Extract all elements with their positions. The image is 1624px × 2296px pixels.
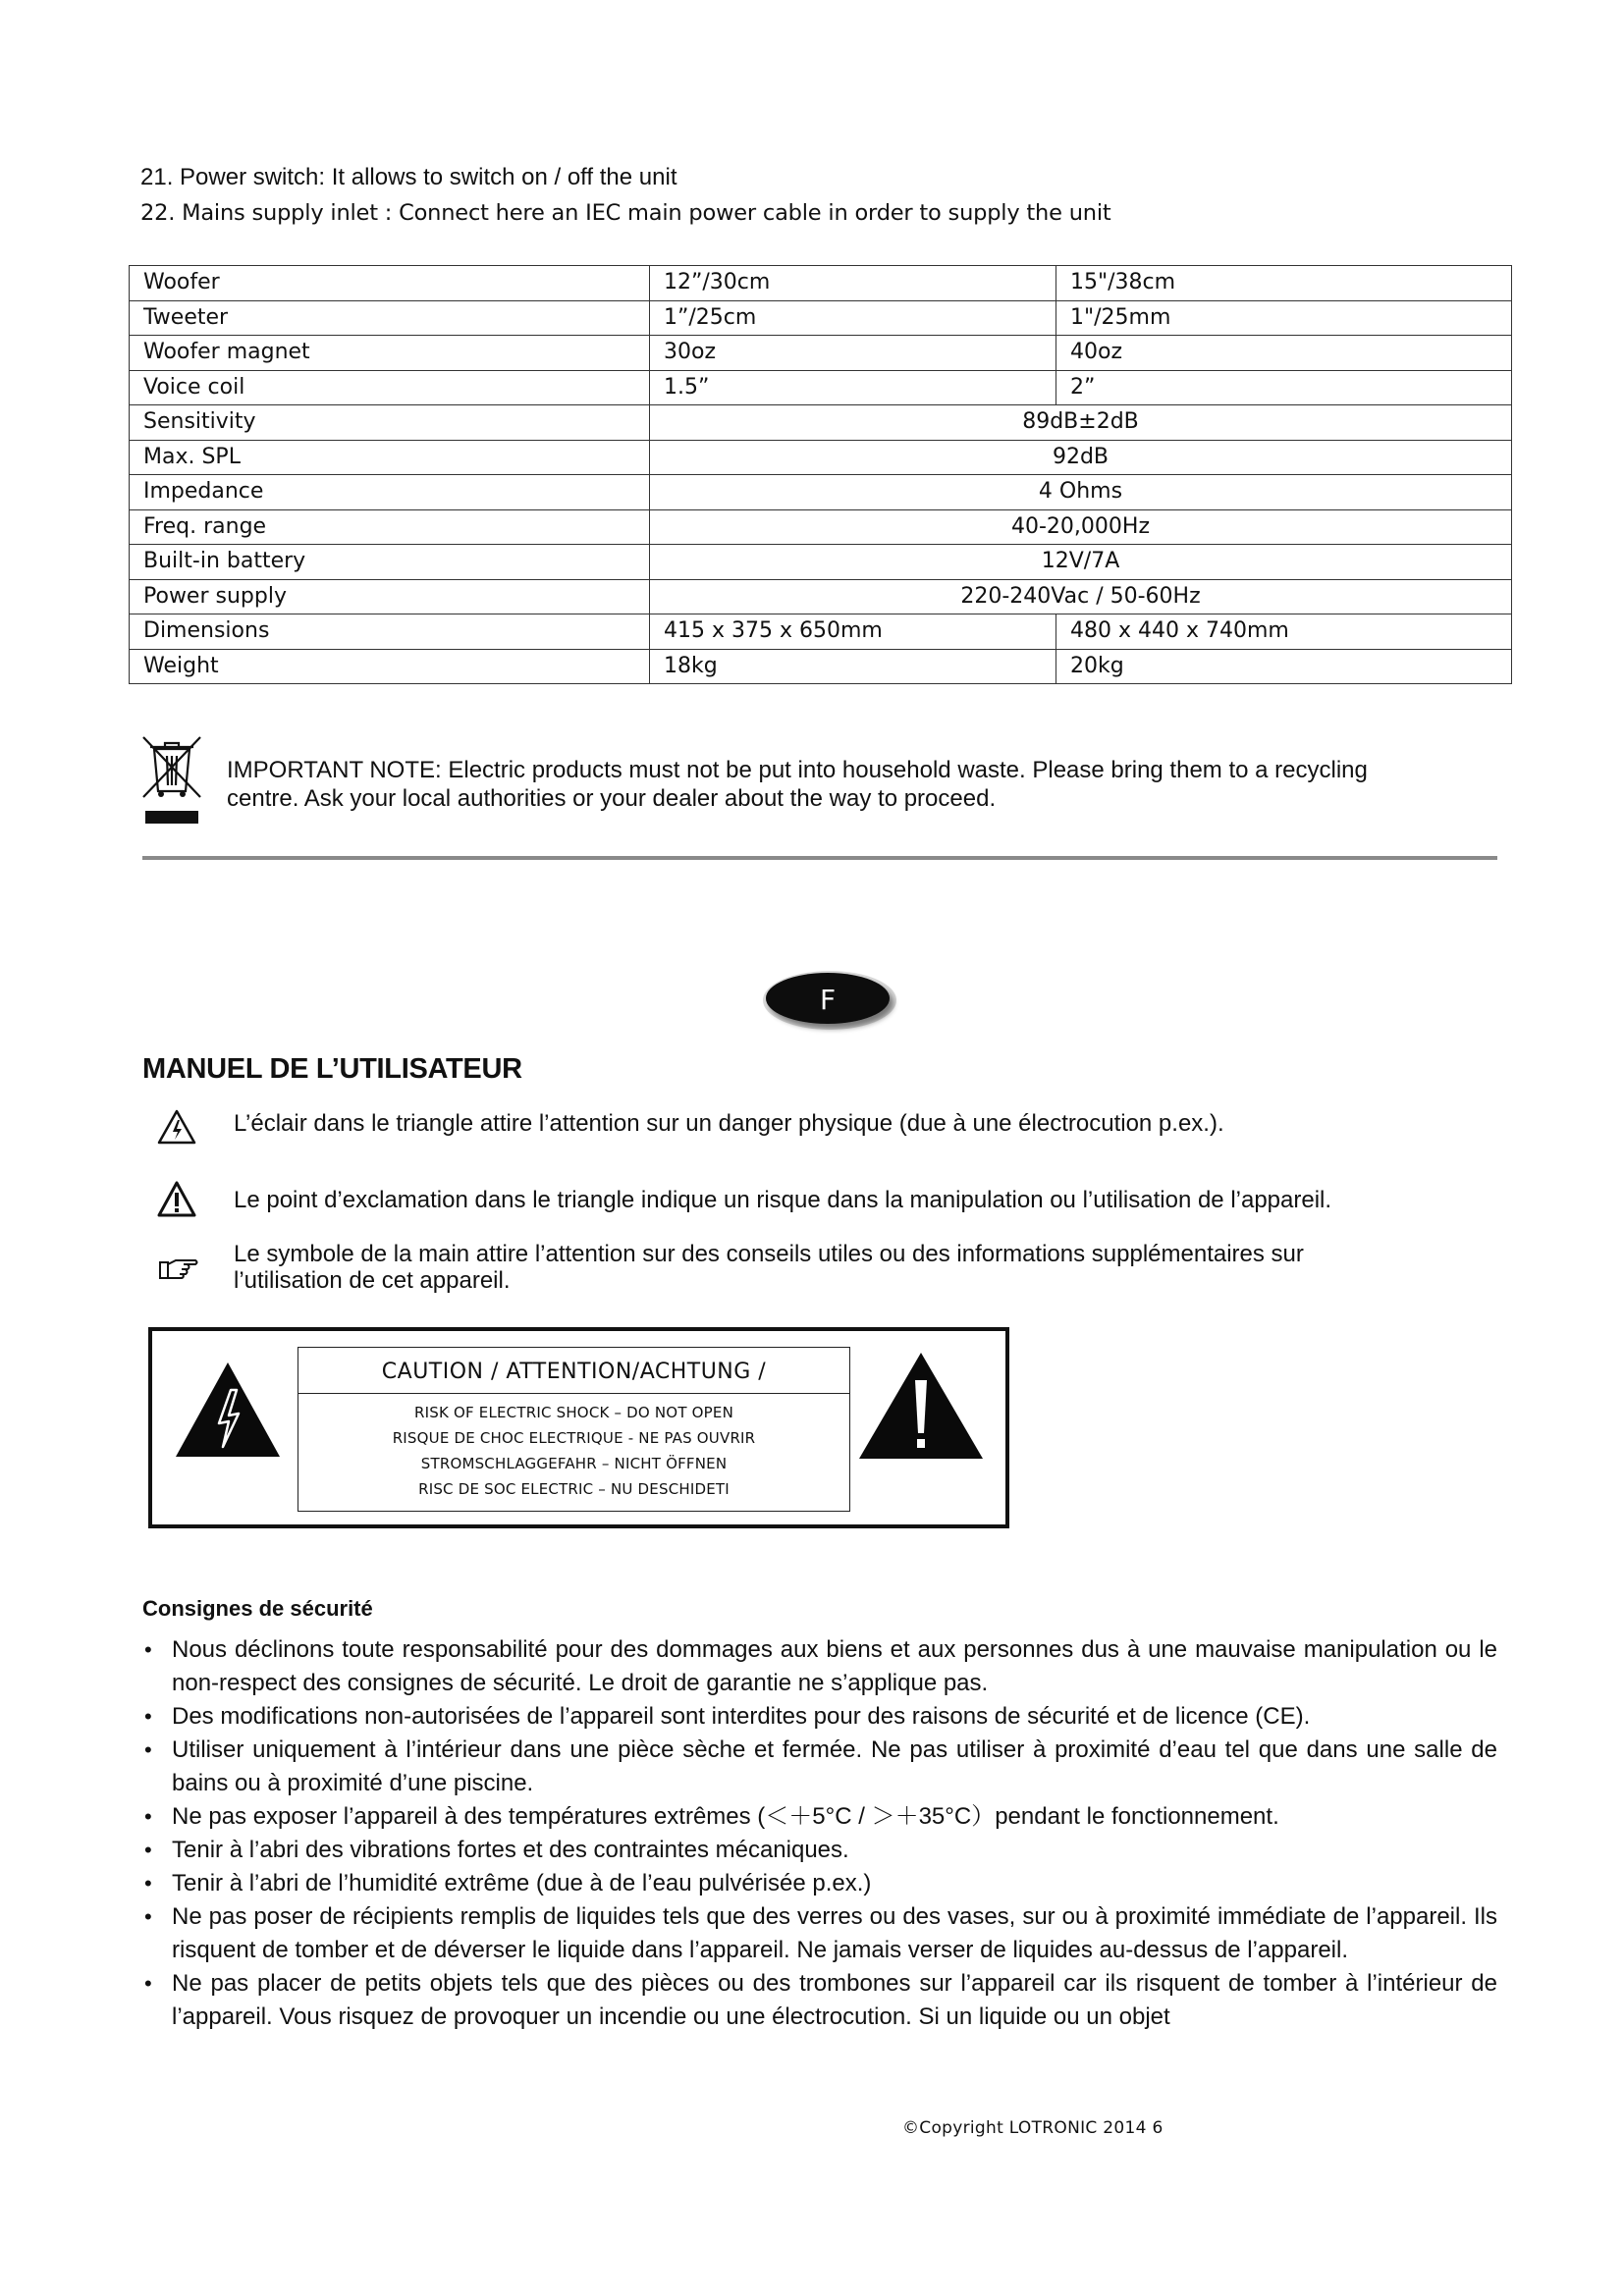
list-item bbox=[142, 1734, 1497, 1800]
symbol-description-line: l’utilisation de cet appareil. bbox=[234, 1267, 511, 1294]
spec-label: Impedance bbox=[130, 475, 650, 510]
spec-value: 480 x 440 x 740mm bbox=[1056, 614, 1512, 650]
list-item bbox=[142, 1633, 1497, 1700]
table-row bbox=[130, 336, 1512, 371]
spec-label: Weight bbox=[130, 649, 650, 684]
spec-label: Voice coil bbox=[130, 370, 650, 405]
lightning-triangle-icon bbox=[174, 1361, 282, 1459]
spec-value: 89dB±2dB bbox=[650, 405, 1512, 441]
list-item-text: • Nous déclinons toute responsabilité pour des dommages aux biens et aux personnes dus à une mauvaise manipulation ou le non-respect des consignes de sécurité. Le droit de garantie ne s’applique pas. bbox=[172, 1636, 1497, 1696]
spec-label: Woofer bbox=[130, 266, 650, 301]
list-item bbox=[142, 1900, 1497, 1967]
table-row bbox=[130, 509, 1512, 545]
table-row bbox=[130, 300, 1512, 336]
spec-value: 20kg bbox=[1056, 649, 1512, 684]
spec-table bbox=[129, 265, 1512, 684]
symbol-description-line: Le symbole de la main attire l’attention sur des conseils utiles ou des informations supplémentaires sur bbox=[234, 1241, 1304, 1267]
table-row bbox=[130, 440, 1512, 475]
page-title: MANUEL DE L’UTILISATEUR bbox=[142, 1053, 522, 1085]
section-divider bbox=[142, 856, 1497, 860]
spec-value: 18kg bbox=[650, 649, 1056, 684]
table-row bbox=[130, 545, 1512, 580]
crossed-bin-icon bbox=[137, 734, 206, 828]
list-item-text: • Ne pas poser de récipients remplis de liquides tels que des verres ou des vases, sur ou à proximité immédiate de l’appareil. Ils risquent de tomber et de déverser le liquide dans l’appareil. Ne jamais verser de liquides au-dessus de l’appareil. bbox=[172, 1903, 1497, 1963]
symbol-description bbox=[234, 1241, 1510, 1294]
lightning-triangle-icon bbox=[157, 1109, 196, 1145]
caution-label bbox=[148, 1327, 1009, 1528]
table-row bbox=[130, 266, 1512, 301]
table-row bbox=[130, 614, 1512, 650]
caution-text-panel bbox=[298, 1347, 850, 1512]
exclamation-triangle-icon bbox=[857, 1351, 985, 1461]
spec-value: 1"/25mm bbox=[1056, 300, 1512, 336]
spec-value: 1”/25cm bbox=[650, 300, 1056, 336]
caution-line: RISQUE DE CHOC ELECTRIQUE - NE PAS OUVRIR bbox=[392, 1429, 756, 1447]
symbol-description: Le point d’exclamation dans le triangle indique un risque dans la manipulation ou l’utilisation de l’appareil. bbox=[234, 1187, 1332, 1213]
spec-value: 4 Ohms bbox=[650, 475, 1512, 510]
caution-heading: CAUTION / ATTENTION/ACHTUNG / bbox=[298, 1348, 849, 1394]
important-note bbox=[227, 756, 1503, 813]
list-item-text: • Ne pas placer de petits objets tels que des pièces ou des trombones sur l’appareil car ils risquent de tomber à l’intérieur de l’appareil. Vous risquez de provoquer un incendie ou une électrocution. Si un liquide ou un objet bbox=[172, 1970, 1497, 2030]
language-badge bbox=[761, 967, 908, 1038]
spec-value: 1.5” bbox=[650, 370, 1056, 405]
table-row bbox=[130, 405, 1512, 441]
table-row bbox=[130, 370, 1512, 405]
list-item bbox=[142, 1867, 1497, 1900]
safety-list bbox=[142, 1633, 1497, 2034]
spec-value: 15"/38cm bbox=[1056, 266, 1512, 301]
spec-label: Max. SPL bbox=[130, 440, 650, 475]
spec-value: 40oz bbox=[1056, 336, 1512, 371]
spec-label: Built-in battery bbox=[130, 545, 650, 580]
caution-line: RISK OF ELECTRIC SHOCK – DO NOT OPEN bbox=[414, 1404, 733, 1421]
spec-value: 2” bbox=[1056, 370, 1512, 405]
spec-value: 30oz bbox=[650, 336, 1056, 371]
badge-letter: F bbox=[819, 984, 837, 1016]
caution-lines bbox=[298, 1394, 849, 1502]
spec-value: 12V/7A bbox=[650, 545, 1512, 580]
intro-line-mains-inlet: 22. Mains supply inlet : Connect here an IEC main power cable in order to supply the unit bbox=[140, 200, 1111, 226]
list-item-text: • Des modifications non-autorisées de l’appareil sont interdites pour des raisons de sécurité et de licence (CE). bbox=[172, 1703, 1311, 1730]
pointing-hand-icon bbox=[158, 1256, 199, 1280]
list-item-text: • Tenir à l’abri des vibrations fortes et des contraintes mécaniques. bbox=[172, 1837, 849, 1863]
table-row bbox=[130, 475, 1512, 510]
spec-value: 12”/30cm bbox=[650, 266, 1056, 301]
spec-label: Tweeter bbox=[130, 300, 650, 336]
spec-value: 40-20,000Hz bbox=[650, 509, 1512, 545]
page-footer: ©Copyright LOTRONIC 2014 6 bbox=[902, 2118, 1164, 2138]
safety-title: Consignes de sécurité bbox=[142, 1596, 373, 1621]
important-note-line: IMPORTANT NOTE: Electric products must not be put into household waste. Please bring them to a recycling bbox=[227, 757, 1368, 783]
table-row bbox=[130, 649, 1512, 684]
list-item-text: • Utiliser uniquement à l’intérieur dans une pièce sèche et fermée. Ne pas utiliser à proximité d’eau tel que dans une salle de bains ou à proximité d’une piscine. bbox=[172, 1736, 1497, 1796]
spec-label: Freq. range bbox=[130, 509, 650, 545]
spec-value: 415 x 375 x 650mm bbox=[650, 614, 1056, 650]
list-item bbox=[142, 1967, 1497, 2034]
spec-value: 92dB bbox=[650, 440, 1512, 475]
spec-value: 220-240Vac / 50-60Hz bbox=[650, 579, 1512, 614]
list-item-text: • Ne pas exposer l’appareil à des températures extrêmes (＜＋5°C / ＞＋35°C）pendant le fonctionnement. bbox=[172, 1803, 1279, 1830]
symbol-description: L’éclair dans le triangle attire l’attention sur un danger physique (due à une électrocution p.ex.). bbox=[234, 1110, 1224, 1137]
list-item bbox=[142, 1834, 1497, 1867]
list-item bbox=[142, 1800, 1497, 1834]
intro-items bbox=[140, 160, 1515, 231]
table-row bbox=[130, 579, 1512, 614]
list-item-text: • Tenir à l’abri de l’humidité extrême (due à de l’eau pulvérisée p.ex.) bbox=[172, 1870, 872, 1896]
spec-label: Power supply bbox=[130, 579, 650, 614]
list-item bbox=[142, 1700, 1497, 1734]
spec-label: Dimensions bbox=[130, 614, 650, 650]
important-note-line: centre. Ask your local authorities or your dealer about the way to proceed. bbox=[227, 785, 997, 812]
caution-line: RISC DE SOC ELECTRIC – NU DESCHIDETI bbox=[418, 1480, 730, 1498]
intro-line-power-switch: 21. Power switch: It allows to switch on / off the unit bbox=[140, 164, 677, 190]
spec-label: Sensitivity bbox=[130, 405, 650, 441]
spec-label: Woofer magnet bbox=[130, 336, 650, 371]
caution-line: STROMSCHLAGGEFAHR – NICHT ÖFFNEN bbox=[420, 1455, 728, 1472]
exclamation-triangle-icon bbox=[157, 1181, 196, 1218]
